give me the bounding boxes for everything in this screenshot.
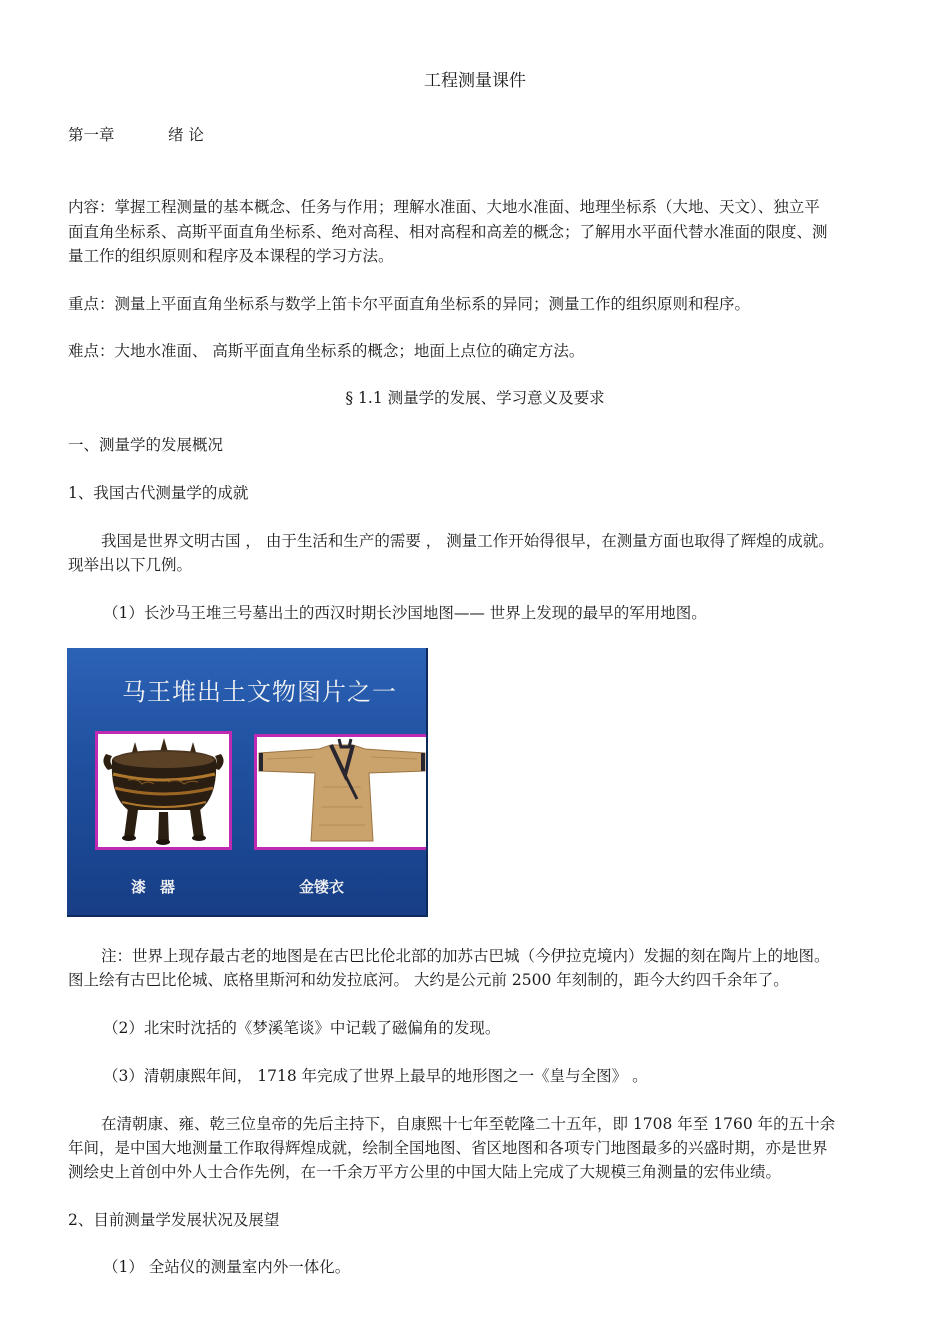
intro-line: 我国是世界文明古国 ， 由于生活和生产的需要 ， 测量工作开始得很早，在测量方面也取得了辉煌的成就。 bbox=[101, 532, 834, 550]
chapter-name: 绪 论 bbox=[168, 126, 204, 144]
content-line: 量工作的组织原则和程序及本课程的学习方法。 bbox=[68, 247, 394, 265]
example-2: （2）北宋时沈括的《梦溪笔谈》中记载了磁偏角的发现。 bbox=[103, 1019, 501, 1037]
document-title: 工程测量课件 bbox=[424, 71, 526, 91]
example-1: （1）长沙马王堆三号墓出土的西汉时期长沙国地图—— 世界上发现的最早的军用地图。 bbox=[103, 604, 707, 622]
chapter-number: 第一章 bbox=[68, 126, 115, 144]
silk-robe-image-frame bbox=[254, 734, 428, 850]
current-item-1: （1） 全站仪的测量室内外一体化。 bbox=[103, 1258, 351, 1276]
artifact-figure bbox=[67, 648, 428, 917]
section-heading: § 1.1 测量学的发展、学习意义及要求 bbox=[345, 389, 605, 407]
silk-robe-caption: 金镂衣 bbox=[299, 878, 345, 896]
qing-line: 测绘史上首创中外人士合作先例，在一千余万平方公里的中国大陆上完成了大规模三角测量的宏伟业绩。 bbox=[68, 1163, 782, 1181]
content-line: 面直角坐标系、高斯平面直角坐标系、绝对高程、相对高程和高差的概念；了解用水平面代替水准面的限度、测 bbox=[68, 223, 828, 241]
heading-current-status: 2、目前测量学发展状况及展望 bbox=[68, 1211, 280, 1229]
note-line: 图上绘有古巴比伦城、底格里斯河和幼发拉底河。 大约是公元前 2500 年刻制的，距今大约四千余年了。 bbox=[68, 971, 789, 989]
lacquerware-caption: 漆器 bbox=[131, 878, 190, 896]
qing-line: 年间，是中国大地测量工作取得辉煌成就，绘制全国地图、省区地图和各项专门地图最多的兴盛时期，亦是世界 bbox=[68, 1139, 828, 1157]
difficulties: 难点：大地水准面、 高斯平面直角坐标系的概念；地面上点位的确定方法。 bbox=[68, 342, 585, 360]
lacquerware-image-frame bbox=[95, 731, 232, 850]
key-points: 重点：测量上平面直角坐标系与数学上笛卡尔平面直角坐标系的异同；测量工作的组织原则和程序。 bbox=[68, 295, 751, 313]
heading-development-overview: 一、测量学的发展概况 bbox=[68, 436, 224, 454]
lacquerware-image bbox=[98, 734, 229, 847]
content-line: 内容：掌握工程测量的基本概念、任务与作用；理解水准面、大地水准面、地理坐标系（大地、天文）、独立平 bbox=[68, 198, 820, 216]
intro-line: 现举出以下几例。 bbox=[68, 556, 193, 574]
silk-robe-image bbox=[257, 737, 427, 847]
figure-title: 马王堆出土文物图片之一 bbox=[122, 678, 397, 706]
note-line: 注：世界上现存最古老的地图是在古巴比伦北部的加苏古巴城（今伊拉克境内）发掘的刻在陶片上的地图。 bbox=[101, 947, 830, 965]
example-3: （3）清朝康熙年间， 1718 年完成了世界上最早的地形图之一《皇与全图》 。 bbox=[103, 1067, 648, 1085]
qing-line: 在清朝康、雍、乾三位皇帝的先后主持下，自康熙十七年至乾隆二十五年，即 1708 年至 1760 年的五十余 bbox=[101, 1115, 836, 1133]
heading-ancient-achievements: 1、我国古代测量学的成就 bbox=[68, 484, 249, 502]
